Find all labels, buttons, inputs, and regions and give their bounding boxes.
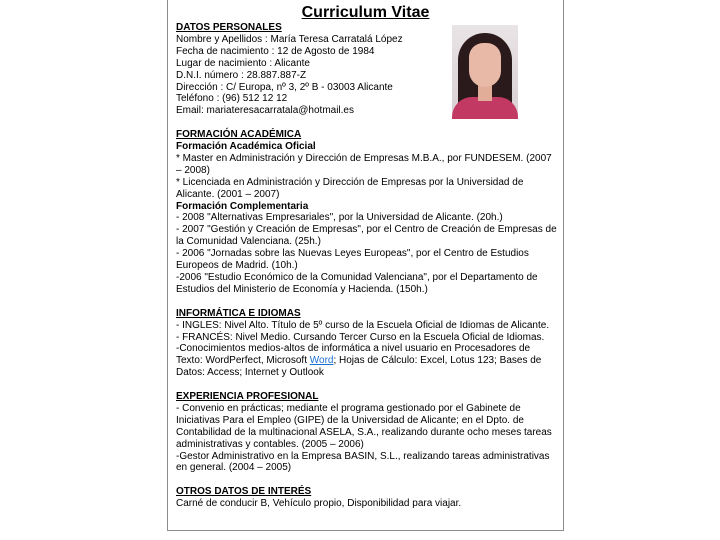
personal-dni: D.N.I. número : 28.887.887-Z xyxy=(176,69,307,81)
cv-content xyxy=(176,22,558,510)
education-complementary-item: -2006 "Estudio Económico de la Comunidad Valenciana", por el Departamento de Estudios del Ministerio de Economía y Hacienda. (150h.) xyxy=(176,272,538,295)
personal-email: Email: mariateresacarratala@hotmail.es xyxy=(176,105,354,117)
it-english: - INGLES: Nivel Alto. Título de 5º curso de la Escuela Oficial de Idiomas de Alicante. xyxy=(176,319,550,331)
it-heading: INFORMÁTICA E IDIOMAS xyxy=(176,307,301,319)
it-computing-before: -Conocimientos medios-altos de informática a nivel usuario en Procesadores de Texto: WordPerfect, Microsoft xyxy=(176,343,531,367)
it-french: - FRANCÉS: Nivel Medio. Cursando Tercer Curso en la Escuela Oficial de Idiomas. xyxy=(176,331,545,343)
other-item: Carné de conducir B, Vehículo propio, Disponibilidad para viajar. xyxy=(176,498,462,510)
education-complementary-item: - 2008 "Alternativas Empresariales", por la Universidad de Alicante. (20h.) xyxy=(176,212,503,224)
personal-birthdate: Fecha de nacimiento : 12 de Agosto de 1984 xyxy=(176,45,375,57)
education-heading: FORMACIÓN ACADÉMICA xyxy=(176,129,302,141)
education-official-item: * Licenciada en Administración y Dirección de Empresas por la Universidad de Alicante. (2001 – 2007) xyxy=(176,176,524,200)
personal-birthplace: Lugar de nacimiento : Alicante xyxy=(176,57,310,69)
cv-page xyxy=(167,0,564,531)
education-complementary-item: - 2006 "Jornadas sobre las Nuevas Leyes Europeas", por el Centro de Estudios Europeos de Madrid. (10h.) xyxy=(176,248,529,272)
experience-item: -Gestor Administrativo en la Empresa BASIN, S.L., realizando tareas administrativas en general. (2004 – 2005) xyxy=(176,450,550,474)
education-complementary-item: - 2007 "Gestión y Creación de Empresas", por el Centro de Creación de Empresas de la Comunidad Valenciana. (25h.) xyxy=(176,224,557,248)
experience-heading: EXPERIENCIA PROFESIONAL xyxy=(176,391,319,403)
other-heading: OTROS DATOS DE INTERÉS xyxy=(176,486,312,498)
it-computing xyxy=(176,343,558,379)
experience-item: - Convenio en prácticas; mediante el programa gestionado por el Gabinete de Iniciativas Para el Empleo (GIPE) de la Universidad de Alicante; en el Dpto. de Contabilidad de la multinacional ASELA, S.A., realizando durante ocho meses tareas administrativas y contables. (2005 – 2006) xyxy=(176,402,552,450)
personal-heading: DATOS PERSONALES xyxy=(176,22,282,33)
education-complementary-heading: Formación Complementaria xyxy=(176,200,309,212)
cv-title: Curriculum Vitae xyxy=(301,4,430,21)
personal-address: Dirección : C/ Europa, nº 3, 2º B - 03003 Alicante xyxy=(176,81,393,93)
education-official-item: * Master en Administración y Dirección de Empresas M.B.A., por FUNDESEM. (2007 – 2008) xyxy=(176,152,552,176)
personal-name: Nombre y Apellidos : María Teresa Carratalá López xyxy=(176,33,403,45)
personal-phone: Teléfono : (96) 512 12 12 xyxy=(176,93,288,105)
word-link[interactable]: Word xyxy=(309,355,334,367)
it-computing-after: ; Hojas de Cálculo: Excel, Lotus 123; Bases de Datos: Access; Internet y Outlook xyxy=(176,355,542,379)
education-official-heading: Formación Académica Oficial xyxy=(176,141,316,153)
